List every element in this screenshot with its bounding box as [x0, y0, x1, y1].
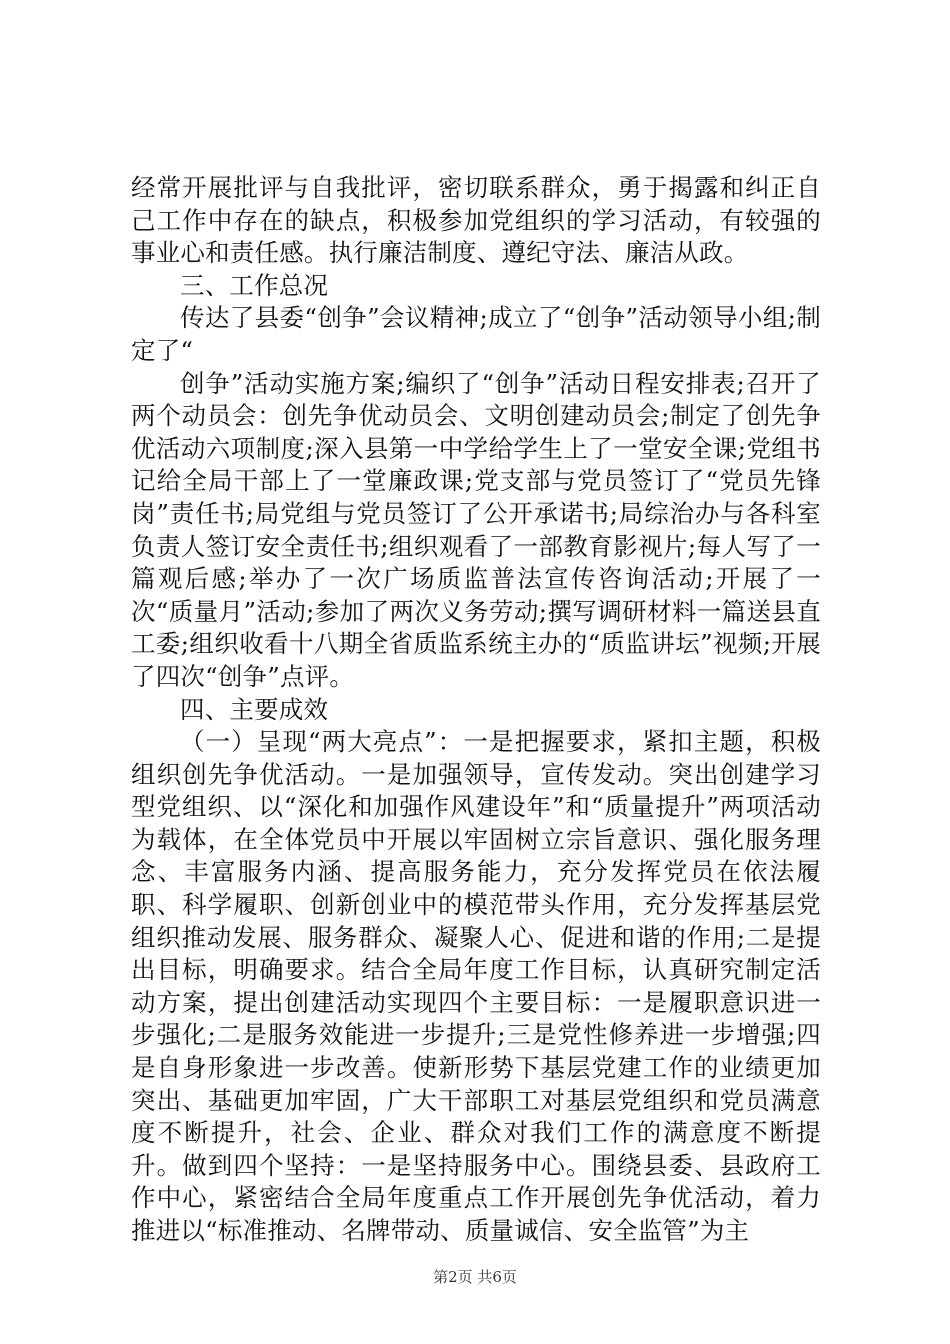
section-heading-work-overview: 三、工作总况 — [180, 270, 329, 300]
document-body — [131, 172, 821, 1248]
paragraph-3: 创争”活动实施方案;编织了“创争”活动日程安排表;召开了两个动员会：创先争优动员会、文明创建动员会;制定了创先争优活动六项制度;深入县第一中学给学生上了一堂安全课;党组书记给全局干部上了一堂廉政课;党支部与党员签订了“党员先锋岗”责任书;局党组与党员签订了公开承诺书;局综治办与各科室负责人签订安全责任书;组织观看了一部教育影视片;每人写了一篇观后感;举办了一次广场质监普法宣传咨询活动;开展了一次“质量月”活动;参加了两次义务劳动;撰写调研材料一篇送县直工委;组织收看十八期全省质监系统主办的“质监讲坛”视频;开展了四次“创争”点评。 — [131, 368, 821, 691]
paragraph-2: 传达了县委“创争”会议精神;成立了“创争”活动领导小组;制定了“ — [131, 303, 821, 365]
paragraph-1: 经常开展批评与自我批评，密切联系群众，勇于揭露和纠正自己工作中存在的缺点，积极参加党组织的学习活动，有较强的事业心和责任感。执行廉洁制度、遵纪守法、廉洁从政。 — [131, 173, 821, 268]
page-footer: 第2页 共6页 — [433, 1268, 517, 1286]
paragraph-4: （一）呈现“两大亮点”：一是把握要求，紧扣主题，积极组织创先争优活动。一是加强领导，宣传发动。突出创建学习型党组织、以“深化和加强作风建设年”和“质量提升”两项活动为载体，在全体党员中开展以牢固树立宗旨意识、强化服务理念、丰富服务内涵、提高服务能力，充分发挥党员在依法履职、科学履职、创新创业中的模范带头作用，充分发挥基层党组织推动发展、服务群众、凝聚人心、促进和谐的作用;二是提出目标，明确要求。结合全局年度工作目标，认真研究制定活动方案，提出创建活动实现四个主要目标：一是履职意识进一步强化;二是服务效能进一步提升;三是党性修养进一步增强;四是自身形象进一步改善。使新形势下基层党建工作的业绩更加突出、基础更加牢固，广大干部职工对基层党组织和党员满意度不断提升，社会、企业、群众对我们工作的满意度不断提升。做到四个坚持：一是坚持服务中心。围绕县委、县政府工作中心，紧密结合全局年度重点工作开展创先争优活动，着力推进以“标准推动、名牌带动、质量诚信、安全监管”为主 — [131, 727, 821, 1245]
section-heading-main-results: 四、主要成效 — [180, 694, 329, 724]
